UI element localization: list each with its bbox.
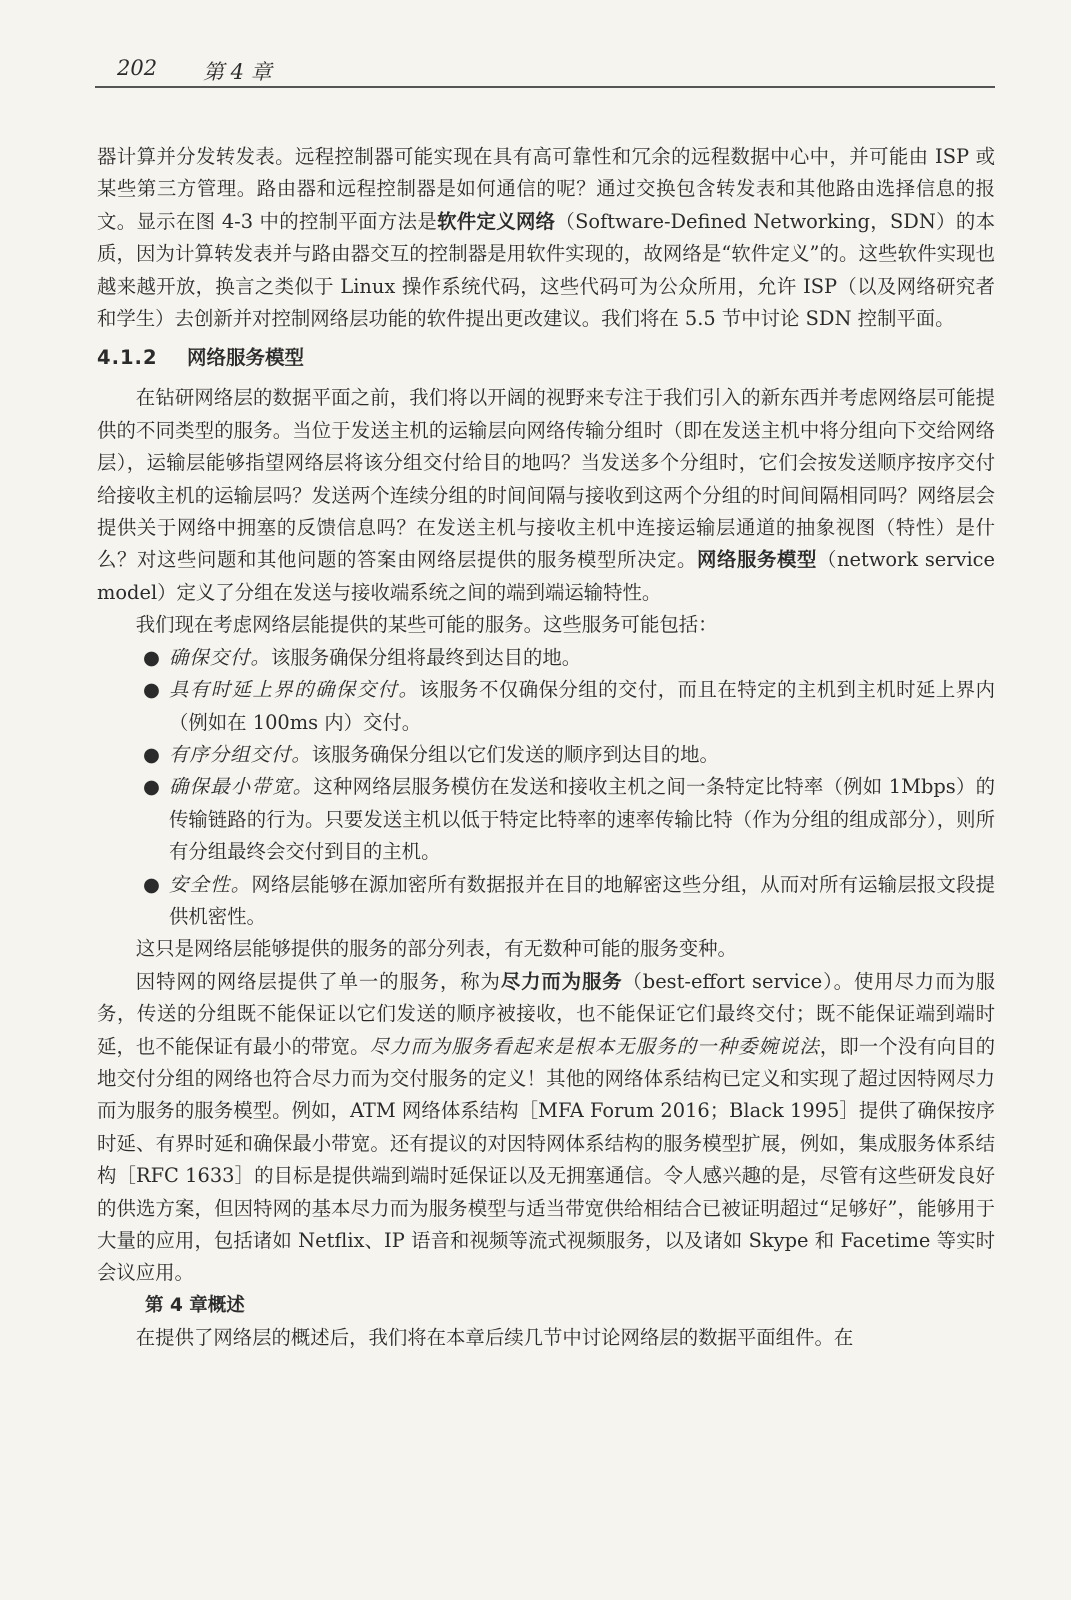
bullet-icon: ●	[143, 872, 160, 896]
bullet-icon: ●	[143, 645, 160, 669]
list-item-term: 具有时延上界的确保交付。	[169, 678, 420, 702]
section-title: 网络服务模型	[187, 346, 305, 370]
paragraph-text: （network service model）定义了分组在发送与接收端系统之间的端到端运输特性。	[97, 548, 996, 604]
chapter-label: 第 4 章	[203, 60, 272, 84]
paragraph-text: （best-effort service）。使用尽力而为服务，传送的分组既不能保证以它们发送的顺序被接收，也不能保证它们最终交付；既不能保证端到端时延，也不能保证有最小的带宽。	[97, 969, 996, 1058]
list-item-term: 有序分组交付。	[169, 742, 312, 766]
list-item	[97, 642, 995, 674]
list-item-term: 确保交付。	[169, 645, 271, 669]
paragraph-text: 因特网的网络层提供了单一的服务，称为	[135, 969, 501, 993]
paragraph-best-effort	[97, 966, 995, 1290]
list-item-text: 该服务确保分组以它们发送的顺序到达目的地。	[311, 742, 719, 766]
list-item	[97, 771, 995, 868]
key-term-best-effort: 尽力而为服务	[500, 969, 623, 993]
paragraph-sdn	[97, 141, 995, 335]
list-item	[97, 739, 995, 771]
paragraph-text: 在钻研网络层的数据平面之前，我们将以开阔的视野来专注于我们引入的新东西并考虑网络层可能提供的不同类型的服务。当位于发送主机的运输层向网络传输分组时（即在发送主机中将分组向下交给网络层），运输层能够指望网络层将该分组交付给目的地吗？当发送多个分组时，它们会按发送顺序按序交付给接收主机的运输层吗？发送两个连续分组的时间间隔与接收到这两个分组的时间间隔相同吗？网络层会提供关于网络中拥塞的反馈信息吗？在发送主机与接收主机中连接运输层通道的抽象视图（特性）是什么？对这些问题和其他问题的答案由网络层提供的服务模型所决定。	[97, 386, 995, 572]
page-number: 202	[117, 56, 158, 80]
list-item-term: 安全性。	[169, 872, 252, 896]
page-body	[97, 141, 995, 1354]
section-heading	[97, 342, 995, 374]
list-item	[97, 674, 995, 739]
list-item-text: 该服务确保分组将最终到达目的地。	[270, 645, 582, 669]
subheading: 第 4 章概述	[145, 1294, 245, 1316]
paragraph-text: （Software-Defined Networking，SDN）的本质，因为计算转发表并与路由器交互的控制器是用软件实现的，故网络是“软件定义”的。这些软件实现也越来越开放，换言之类似于 Linux 操作系统代码，这些代码可为公众所用，允许 ISP（以及网络研究者和学生）去创新并对控制网络层功能的软件提出更改建议。我们将在 5.5 节中讨论 SDN 控制平面。	[97, 209, 995, 331]
page-header	[95, 52, 995, 88]
section-number: 4.1.2	[97, 346, 158, 370]
paragraph-services-intro: 我们现在考虑网络层能提供的某些可能的服务。这些服务可能包括：	[135, 613, 718, 637]
list-item-text: 这种网络层服务模仿在发送和接收主机之间一条特定比特率（例如 1Mbps）的传输链路的行为。只要发送主机以低于特定比特率的速率传输比特（作为分组的组成部分），则所有分组最终会交付到目的主机。	[169, 775, 995, 864]
bullet-icon: ●	[143, 742, 160, 766]
bullet-icon: ●	[143, 678, 160, 702]
list-item	[97, 869, 995, 934]
paragraph-service-model	[97, 382, 995, 609]
paragraph-partial-list: 这只是网络层能够提供的服务的部分列表，有无数种可能的服务变种。	[135, 937, 737, 961]
paragraph-text: 器计算并分发转发表。远程控制器可能实现在具有高可靠性和冗余的远程数据中心中，并可能由 ISP 或某些第三方管理。路由器和远程控制器是如何通信的呢？通过交换包含转发表和其他路由选择信息的报文。显示在图 4-3 中的控制平面方法是	[97, 145, 995, 233]
paragraph-overview: 在提供了网络层的概述后，我们将在本章后续几节中讨论网络层的数据平面组件。在	[135, 1325, 854, 1349]
key-term-network-service-model: 网络服务模型	[697, 548, 817, 572]
paragraph-text: ，即一个没有向目的地交付分组的网络也符合尽力而为交付服务的定义！其他的网络体系结构已定义和实现了超过因特网尽力而为服务的服务模型。例如，ATM 网络体系结构［MFA Forum 2016；Black 1995］提供了确保按序时延、有界时延和确保最小带宽。还有提议的对因特网体系结构的服务模型扩展，例如，集成服务体系结构［RFC 1633］的目标是提供端到端时延保证以及无拥塞通信。令人感兴趣的是，尽管有这些研发良好的供选方案，但因特网的基本尽力而为服务模型与适当带宽供给相结合已被证明超过“足够好”，能够用于大量的应用，包括诸如 Netflix、IP 语音和视频等流式视频服务，以及诸如 Skype 和 Facetime 等实时会议应用。	[97, 1034, 996, 1285]
list-item-text: 网络层能够在源加密所有数据报并在目的地解密这些分组，从而对所有运输层报文段提供机密性。	[169, 872, 996, 928]
list-item-term: 确保最小带宽。	[169, 775, 314, 799]
bullet-icon: ●	[143, 775, 160, 799]
key-term-sdn: 软件定义网络	[437, 209, 556, 233]
list-item-text: 该服务不仅确保分组的交付，而且在特定的主机到主机时延上界内（例如在 100ms 内）交付。	[169, 678, 996, 734]
services-list	[97, 642, 995, 934]
emphasis-text: 尽力而为服务看起来是根本无服务的一种委婉说法	[369, 1034, 820, 1058]
